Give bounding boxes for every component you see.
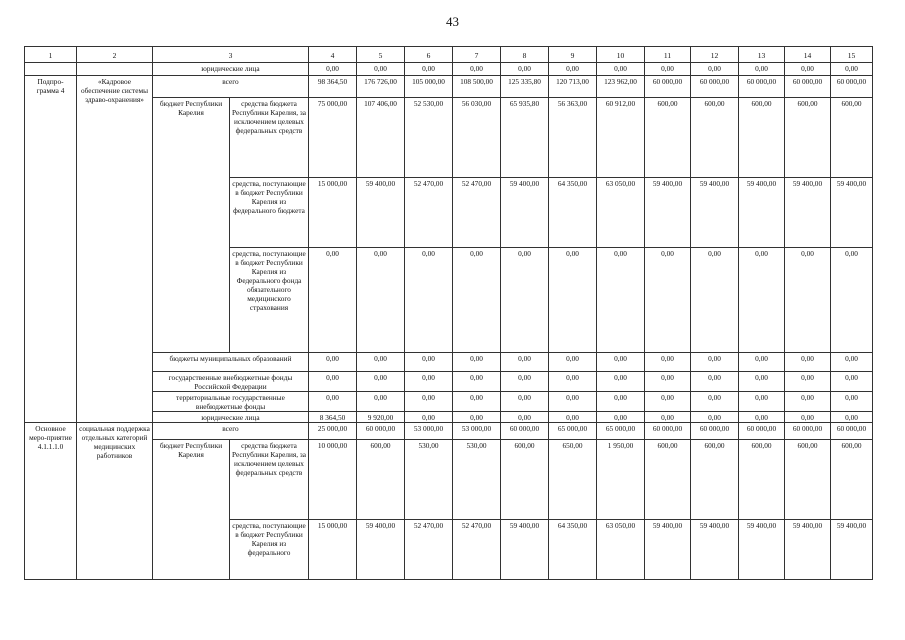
- program-code: Подпро-грамма 4: [25, 76, 77, 423]
- value-cell: 0,00: [785, 392, 831, 412]
- value-cell: 530,00: [453, 440, 501, 520]
- column-number: 14: [785, 47, 831, 63]
- value-cell: 59 400,00: [357, 520, 405, 580]
- source-label: юридические лица: [153, 63, 309, 76]
- value-cell: 0,00: [831, 248, 873, 353]
- column-number: 13: [739, 47, 785, 63]
- value-cell: 59 400,00: [831, 178, 873, 248]
- value-cell: 0,00: [549, 412, 597, 423]
- value-cell: 0,00: [739, 392, 785, 412]
- value-cell: 60 000,00: [691, 423, 739, 440]
- value-cell: 0,00: [597, 372, 645, 392]
- value-cell: 15 000,00: [309, 520, 357, 580]
- table-row: [25, 63, 873, 76]
- value-cell: 0,00: [501, 412, 549, 423]
- value-cell: 59 400,00: [645, 520, 691, 580]
- value-cell: 65 000,00: [549, 423, 597, 440]
- value-cell: 0,00: [357, 63, 405, 76]
- subsource-label: средства, поступающие в бюджет Республики Карелия из федерального: [230, 520, 309, 580]
- source-label: всего: [153, 76, 309, 98]
- value-cell: 0,00: [739, 63, 785, 76]
- value-cell: 0,00: [831, 63, 873, 76]
- value-cell: 53 000,00: [453, 423, 501, 440]
- value-cell: 0,00: [691, 392, 739, 412]
- value-cell: 56 030,00: [453, 98, 501, 178]
- value-cell: 8 364,50: [309, 412, 357, 423]
- value-cell: 0,00: [645, 372, 691, 392]
- value-cell: 9 920,00: [357, 412, 405, 423]
- table-row: [25, 98, 873, 178]
- value-cell: 600,00: [739, 440, 785, 520]
- value-cell: 0,00: [453, 353, 501, 372]
- value-cell: 59 400,00: [645, 178, 691, 248]
- value-cell: 0,00: [453, 392, 501, 412]
- value-cell: 0,00: [691, 63, 739, 76]
- value-cell: 59 400,00: [785, 178, 831, 248]
- value-cell: 1 950,00: [597, 440, 645, 520]
- column-number: 9: [549, 47, 597, 63]
- value-cell: 0,00: [739, 248, 785, 353]
- value-cell: 59 400,00: [501, 520, 549, 580]
- value-cell: 0,00: [549, 63, 597, 76]
- value-cell: 0,00: [597, 412, 645, 423]
- value-cell: 0,00: [357, 372, 405, 392]
- value-cell: 60 000,00: [785, 76, 831, 98]
- value-cell: 0,00: [785, 412, 831, 423]
- value-cell: 0,00: [357, 353, 405, 372]
- program-title: социальная поддержка отдельных категорий медицинских работников: [77, 423, 153, 580]
- empty-cell: [77, 63, 153, 76]
- value-cell: 0,00: [739, 412, 785, 423]
- value-cell: 60 000,00: [831, 76, 873, 98]
- value-cell: 0,00: [739, 372, 785, 392]
- table-row: [25, 353, 873, 372]
- table-row: [25, 372, 873, 392]
- value-cell: 0,00: [831, 353, 873, 372]
- value-cell: 600,00: [357, 440, 405, 520]
- value-cell: 600,00: [785, 98, 831, 178]
- value-cell: 600,00: [785, 440, 831, 520]
- value-cell: 0,00: [453, 372, 501, 392]
- value-cell: 600,00: [739, 98, 785, 178]
- column-number: 4: [309, 47, 357, 63]
- value-cell: 0,00: [405, 353, 453, 372]
- value-cell: 52 470,00: [453, 520, 501, 580]
- value-cell: 52 470,00: [453, 178, 501, 248]
- value-cell: 0,00: [785, 248, 831, 353]
- value-cell: 0,00: [597, 353, 645, 372]
- value-cell: 0,00: [549, 248, 597, 353]
- value-cell: 59 400,00: [785, 520, 831, 580]
- value-cell: 0,00: [785, 353, 831, 372]
- value-cell: 59 400,00: [691, 520, 739, 580]
- value-cell: 60 000,00: [831, 423, 873, 440]
- table-row: [25, 47, 873, 63]
- value-cell: 60 000,00: [501, 423, 549, 440]
- subsource-label: средства, поступающие в бюджет Республики Карелия из Федерального фонда обязательного медицинского страхования: [230, 248, 309, 353]
- value-cell: 0,00: [645, 392, 691, 412]
- value-cell: 107 406,00: [357, 98, 405, 178]
- value-cell: 600,00: [831, 440, 873, 520]
- column-number: 7: [453, 47, 501, 63]
- value-cell: 0,00: [645, 63, 691, 76]
- value-cell: 0,00: [309, 353, 357, 372]
- value-cell: 59 400,00: [831, 520, 873, 580]
- value-cell: 123 962,00: [597, 76, 645, 98]
- value-cell: 0,00: [405, 248, 453, 353]
- value-cell: 0,00: [691, 412, 739, 423]
- source-label: территориальные государственные внебюджетные фонды: [153, 392, 309, 412]
- program-title: «Кадровое обеспечение системы здраво-охранения»: [77, 76, 153, 423]
- table-row: [25, 392, 873, 412]
- value-cell: 0,00: [357, 392, 405, 412]
- value-cell: 0,00: [691, 353, 739, 372]
- program-code: Основное меро-приятие 4.1.1.1.0: [25, 423, 77, 580]
- value-cell: 59 400,00: [739, 520, 785, 580]
- value-cell: 0,00: [597, 63, 645, 76]
- value-cell: 0,00: [691, 372, 739, 392]
- value-cell: 0,00: [645, 353, 691, 372]
- value-cell: 75 000,00: [309, 98, 357, 178]
- value-cell: 56 363,00: [549, 98, 597, 178]
- column-number: 2: [77, 47, 153, 63]
- budget-label: бюджет Республики Карелия: [153, 440, 230, 580]
- value-cell: 0,00: [831, 392, 873, 412]
- value-cell: 0,00: [501, 392, 549, 412]
- column-number: 3: [153, 47, 309, 63]
- value-cell: 60 000,00: [357, 423, 405, 440]
- value-cell: 0,00: [785, 372, 831, 392]
- value-cell: 0,00: [309, 392, 357, 412]
- empty-cell: [25, 63, 77, 76]
- value-cell: 0,00: [357, 248, 405, 353]
- value-cell: 0,00: [453, 248, 501, 353]
- source-label: юридические лица: [153, 412, 309, 423]
- value-cell: 59 400,00: [739, 178, 785, 248]
- value-cell: 10 000,00: [309, 440, 357, 520]
- value-cell: 0,00: [405, 412, 453, 423]
- value-cell: 0,00: [597, 248, 645, 353]
- value-cell: 0,00: [501, 372, 549, 392]
- value-cell: 60 000,00: [691, 76, 739, 98]
- value-cell: 0,00: [831, 412, 873, 423]
- page-number: 43: [446, 14, 459, 29]
- value-cell: 63 050,00: [597, 178, 645, 248]
- value-cell: 0,00: [405, 372, 453, 392]
- budget-table: [24, 46, 873, 580]
- value-cell: 120 713,00: [549, 76, 597, 98]
- column-number: 15: [831, 47, 873, 63]
- value-cell: 0,00: [785, 63, 831, 76]
- value-cell: 0,00: [549, 392, 597, 412]
- subsource-label: средства бюджета Республики Карелия, за исключением целевых федеральных средств: [230, 440, 309, 520]
- value-cell: 59 400,00: [357, 178, 405, 248]
- column-number: 8: [501, 47, 549, 63]
- value-cell: 0,00: [501, 248, 549, 353]
- value-cell: 60 000,00: [645, 76, 691, 98]
- column-number: 5: [357, 47, 405, 63]
- value-cell: 0,00: [691, 248, 739, 353]
- value-cell: 64 350,00: [549, 178, 597, 248]
- column-number: 1: [25, 47, 77, 63]
- value-cell: 125 335,80: [501, 76, 549, 98]
- value-cell: 108 500,00: [453, 76, 501, 98]
- value-cell: 64 350,00: [549, 520, 597, 580]
- value-cell: 25 000,00: [309, 423, 357, 440]
- value-cell: 52 470,00: [405, 178, 453, 248]
- value-cell: 600,00: [691, 440, 739, 520]
- value-cell: 0,00: [645, 412, 691, 423]
- value-cell: 530,00: [405, 440, 453, 520]
- value-cell: 0,00: [405, 392, 453, 412]
- value-cell: 65 000,00: [597, 423, 645, 440]
- subsource-label: средства, поступающие в бюджет Республики Карелия из федерального бюджета: [230, 178, 309, 248]
- value-cell: 59 400,00: [691, 178, 739, 248]
- value-cell: 0,00: [405, 63, 453, 76]
- value-cell: 0,00: [739, 353, 785, 372]
- value-cell: 0,00: [597, 392, 645, 412]
- value-cell: 15 000,00: [309, 178, 357, 248]
- value-cell: 600,00: [831, 98, 873, 178]
- value-cell: 60 912,00: [597, 98, 645, 178]
- value-cell: 0,00: [831, 372, 873, 392]
- column-number: 6: [405, 47, 453, 63]
- value-cell: 0,00: [309, 372, 357, 392]
- column-number: 10: [597, 47, 645, 63]
- column-number: 11: [645, 47, 691, 63]
- column-number: 12: [691, 47, 739, 63]
- value-cell: 65 935,80: [501, 98, 549, 178]
- source-label: государственные внебюджетные фонды Российской Федерации: [153, 372, 309, 392]
- source-label: бюджеты муниципальных образований: [153, 353, 309, 372]
- value-cell: 0,00: [453, 412, 501, 423]
- subsource-label: средства бюджета Республики Карелия, за исключением целевых федеральных средств: [230, 98, 309, 178]
- table-row: [25, 412, 873, 423]
- value-cell: 52 470,00: [405, 520, 453, 580]
- budget-label: бюджет Республики Карелия: [153, 98, 230, 353]
- value-cell: 60 000,00: [785, 423, 831, 440]
- value-cell: 60 000,00: [739, 423, 785, 440]
- value-cell: 600,00: [645, 98, 691, 178]
- value-cell: 0,00: [645, 248, 691, 353]
- value-cell: 650,00: [549, 440, 597, 520]
- value-cell: 53 000,00: [405, 423, 453, 440]
- value-cell: 105 000,00: [405, 76, 453, 98]
- table-row: [25, 423, 873, 440]
- value-cell: 0,00: [453, 63, 501, 76]
- value-cell: 0,00: [309, 248, 357, 353]
- source-label: всего: [153, 423, 309, 440]
- value-cell: 98 364,50: [309, 76, 357, 98]
- value-cell: 176 726,00: [357, 76, 405, 98]
- table-row: [25, 76, 873, 98]
- value-cell: 52 530,00: [405, 98, 453, 178]
- value-cell: 60 000,00: [739, 76, 785, 98]
- value-cell: 600,00: [501, 440, 549, 520]
- value-cell: 63 050,00: [597, 520, 645, 580]
- value-cell: 0,00: [501, 63, 549, 76]
- value-cell: 0,00: [501, 353, 549, 372]
- value-cell: 0,00: [309, 63, 357, 76]
- value-cell: 60 000,00: [645, 423, 691, 440]
- value-cell: 0,00: [549, 372, 597, 392]
- table-row: [25, 440, 873, 520]
- value-cell: 0,00: [549, 353, 597, 372]
- value-cell: 600,00: [645, 440, 691, 520]
- value-cell: 59 400,00: [501, 178, 549, 248]
- value-cell: 600,00: [691, 98, 739, 178]
